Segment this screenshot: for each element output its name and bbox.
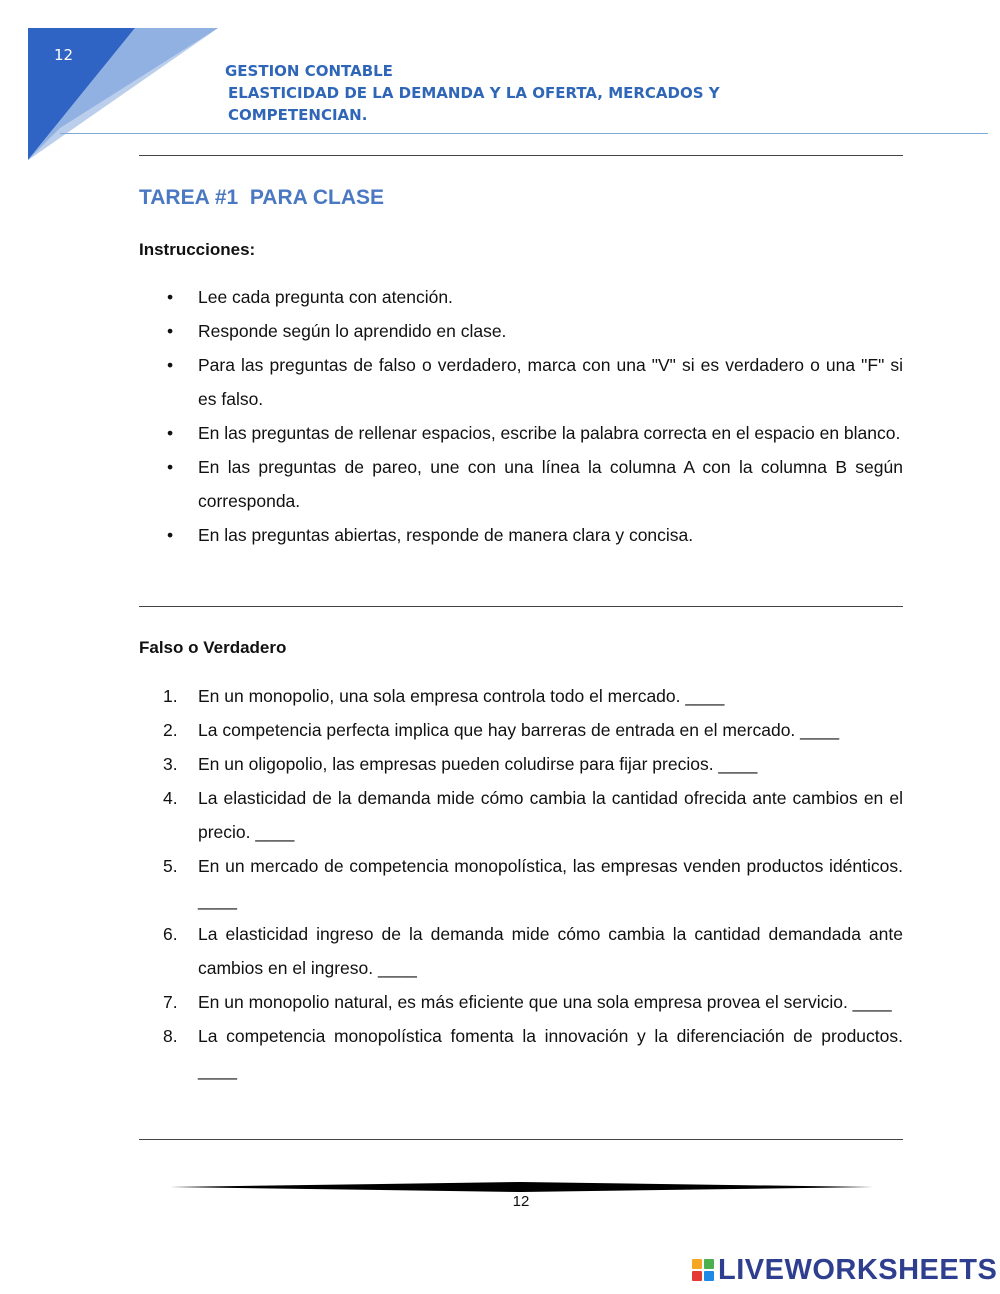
header-topic-line1: ELASTICIDAD DE LA DEMANDA Y LA OFERTA, MERCADOS Y: [228, 84, 720, 102]
task-title: TAREA #1 PARA CLASE: [139, 186, 385, 209]
logo-block: [704, 1259, 714, 1269]
header-corner-decoration: [0, 0, 240, 170]
footer-page-number: 12: [512, 1193, 530, 1210]
instructions-heading: Instrucciones:: [139, 240, 256, 259]
logo-blocks-icon: [692, 1259, 714, 1281]
bullet-icon: •: [167, 355, 174, 375]
logo-block: [692, 1259, 702, 1269]
logo-block: [692, 1271, 702, 1281]
divider-middle: [139, 606, 903, 607]
instruction-item: • En las preguntas abiertas, responde de manera clara y concisa.: [139, 518, 903, 552]
instruction-item: • Lee cada pregunta con atención.: [139, 280, 903, 314]
true-false-list: [139, 679, 903, 1087]
bullet-icon: •: [167, 321, 174, 341]
question-item[interactable]: 8. La competencia monopolística fomenta la innovación y la diferenciación de productos. ____: [163, 1026, 903, 1080]
instruction-item: • Responde según lo aprendido en clase.: [139, 314, 903, 348]
instruction-item: • En las preguntas de rellenar espacios, escribe la palabra correcta en el espacio en blanco.: [139, 416, 903, 450]
bullet-icon: •: [167, 525, 174, 545]
divider-bottom: [139, 1139, 903, 1140]
instruction-item: • En las preguntas de pareo, une con una línea la columna A con la columna B según corresponda.: [139, 450, 903, 518]
header-topic-line2: COMPETENCIAN.: [228, 106, 368, 124]
question-item[interactable]: 6. La elasticidad ingreso de la demanda mide cómo cambia la cantidad demandada ante cambios en el ingreso. ____: [163, 924, 903, 978]
question-item[interactable]: 1. En un monopolio, una sola empresa controla todo el mercado. ____: [163, 686, 725, 706]
question-item[interactable]: 4. La elasticidad de la demanda mide cómo cambia la cantidad ofrecida ante cambios en el precio. ____: [163, 788, 903, 842]
divider-top: [139, 155, 903, 156]
question-item[interactable]: 7. En un monopolio natural, es más eficiente que una sola empresa provea el servicio. ____: [163, 992, 892, 1012]
header-rule: [60, 133, 988, 134]
true-false-heading: Falso o Verdadero: [139, 638, 287, 657]
question-item[interactable]: 2. La competencia perfecta implica que hay barreras de entrada en el mercado. ____: [163, 720, 840, 740]
bullet-icon: •: [167, 457, 174, 477]
header-course: GESTION CONTABLE: [225, 62, 393, 80]
liveworksheets-logo[interactable]: [692, 1254, 997, 1286]
logo-text: LIVEWORKSHEETS: [718, 1253, 998, 1286]
header-titles: [225, 60, 720, 126]
question-item[interactable]: 3. En un oligopolio, las empresas pueden coludirse para fijar precios. ____: [163, 754, 758, 774]
question-item[interactable]: 5. En un mercado de competencia monopolística, las empresas venden productos idénticos. ____: [163, 856, 903, 910]
bullet-icon: •: [167, 423, 174, 443]
logo-block: [704, 1271, 714, 1281]
instructions-list: [139, 280, 903, 552]
instruction-item: • Para las preguntas de falso o verdadero, marca con una "V" si es verdadero o una "F" si es falso.: [139, 348, 903, 416]
header-page-number: 12: [54, 46, 74, 64]
footer-line: [170, 1180, 873, 1194]
bullet-icon: •: [167, 287, 174, 307]
